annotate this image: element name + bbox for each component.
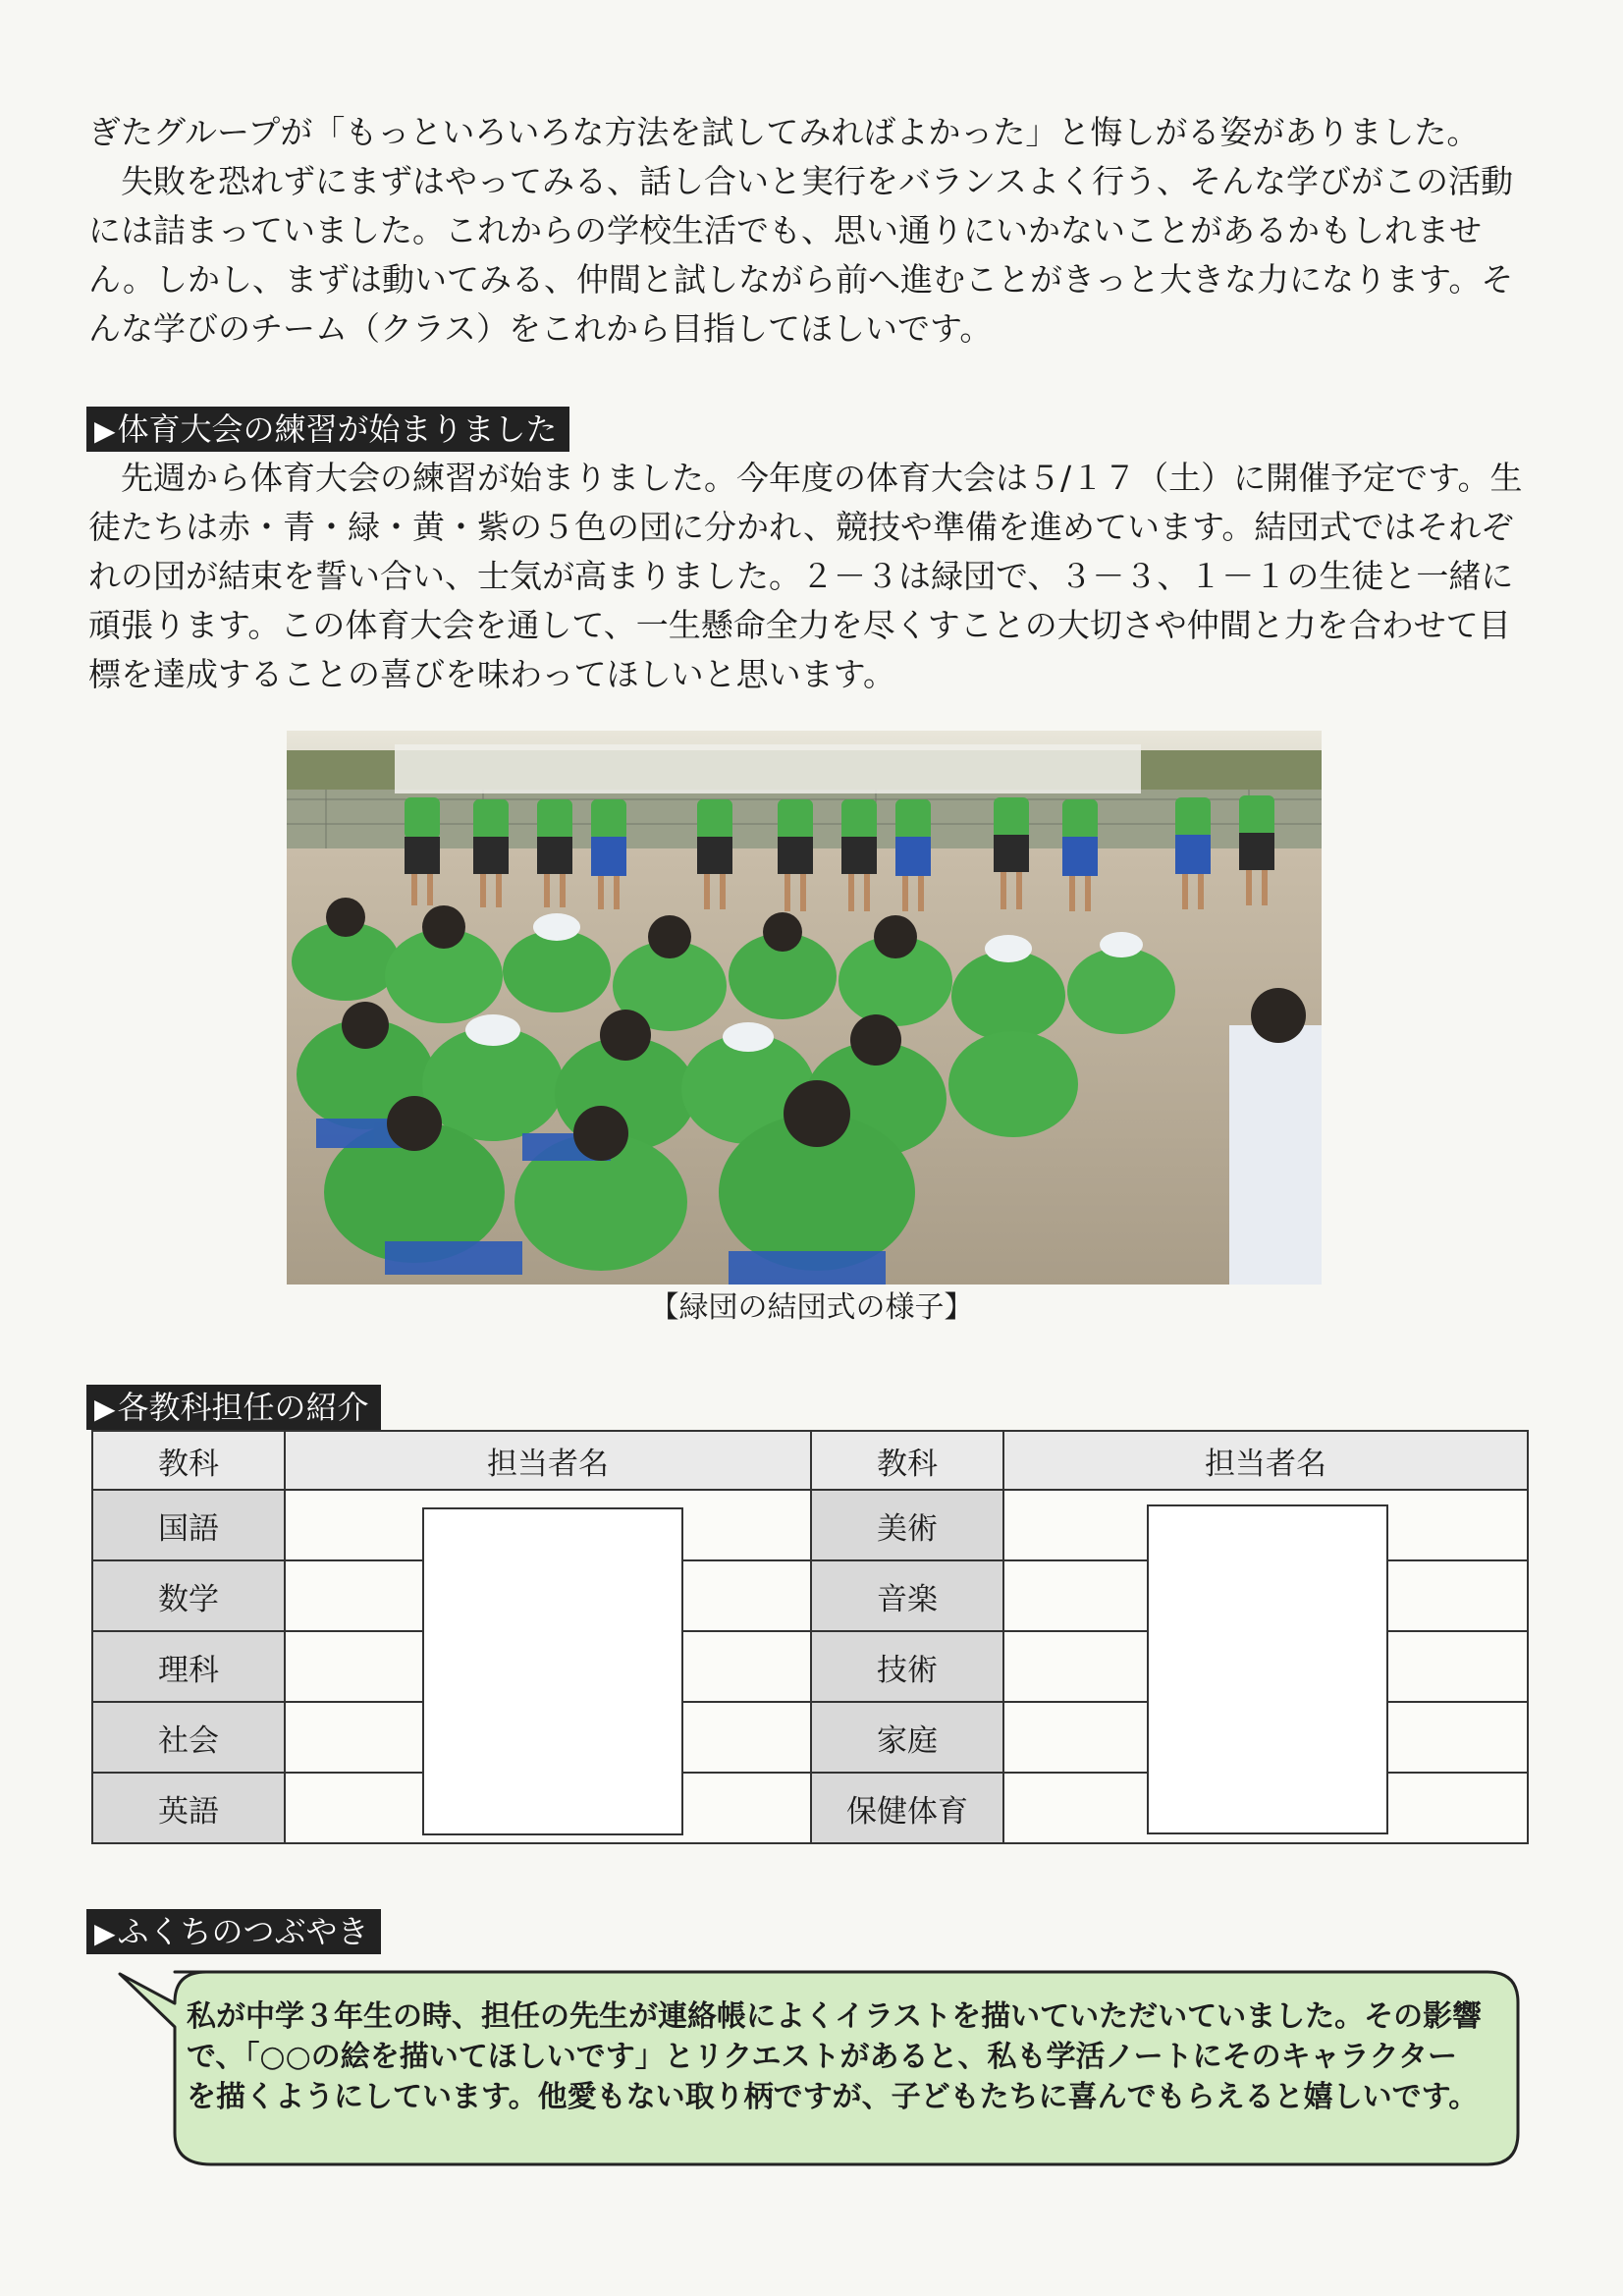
- table-header-row: [92, 1431, 1528, 1490]
- intro-paragraph-1: ぎたグループが「もっといろいろな方法を試してみればよかった」と悔しがる姿がありました。: [88, 113, 1480, 151]
- subject-cell: 社会: [92, 1702, 285, 1773]
- section-heading-sports: [86, 407, 569, 452]
- subject-cell: 理科: [92, 1631, 285, 1702]
- section-heading-teachers-label: 各教科担任の紹介: [117, 1389, 369, 1426]
- header-teacher-name: 担当者名: [285, 1431, 811, 1490]
- subject-cell: 数学: [92, 1560, 285, 1631]
- section-heading-sports-label: 体育大会の練習が始まりました: [117, 410, 558, 448]
- intro-paragraph-2: 失敗を恐れずにまずはやってみる、話し合いと実行をバランスよく行う、そんな学びがこの活動には詰まっていました。これからの学校生活でも、思い通りにいかないことがあるかもしれません。しかし、まずは動いてみる、仲間と試しながら前へ進むことがきっと大きな力になります。そんな学びのチーム（クラス）をこれから目指してほしいです。: [88, 162, 1514, 348]
- header-subject: 教科: [811, 1431, 1003, 1490]
- section-heading-column-label: ふくちのつぶやき: [117, 1913, 369, 1950]
- subject-cell: 保健体育: [811, 1773, 1003, 1843]
- header-subject: 教科: [92, 1431, 285, 1490]
- right-triangle-icon: ▶: [94, 1393, 116, 1425]
- section-heading-column: [86, 1909, 381, 1954]
- photo-caption: 【緑団の結団式の様子】: [649, 1290, 974, 1325]
- subject-cell: 美術: [811, 1490, 1003, 1560]
- subject-cell: 音楽: [811, 1560, 1003, 1631]
- redacted-names-box-right: [1147, 1504, 1388, 1834]
- subject-cell: 国語: [92, 1490, 285, 1560]
- section-heading-teachers: [86, 1385, 381, 1430]
- header-teacher-name: 担当者名: [1003, 1431, 1528, 1490]
- subject-cell: 技術: [811, 1631, 1003, 1702]
- right-triangle-icon: ▶: [94, 414, 116, 447]
- green-team-ceremony-photo: [287, 731, 1322, 1285]
- subject-cell: 家庭: [811, 1702, 1003, 1773]
- sports-paragraph: 先週から体育大会の練習が始まりました。今年度の体育大会は５/１７（土）に開催予定です。生徒たちは赤・青・緑・黄・紫の５色の団に分かれ、競技や準備を進めています。結団式ではそれぞれの団が結束を誓い合い、士気が高まりました。２－３は緑団で、３－３、１－１の生徒と一緒に頑張ります。この体育大会を通して、一生懸命全力を尽くすことの大切さや仲間と力を合わせて目標を達成することの喜びを味わってほしいと思います。: [88, 459, 1523, 693]
- column-text: 私が中学３年生の時、担任の先生が連絡帳によくイラストを描いていただいていました。その影響で、「○○の絵を描いてほしいです」とリクエストがあると、私も学活ノートにそのキャラクターを描くようにしています。他愛もない取り柄ですが、子どもたちに喜んでもらえると嬉しいです。: [187, 1999, 1483, 2114]
- redacted-names-box-left: [422, 1507, 683, 1835]
- subject-cell: 英語: [92, 1773, 285, 1843]
- photo-illustration: [287, 731, 1322, 1285]
- right-triangle-icon: ▶: [94, 1917, 116, 1949]
